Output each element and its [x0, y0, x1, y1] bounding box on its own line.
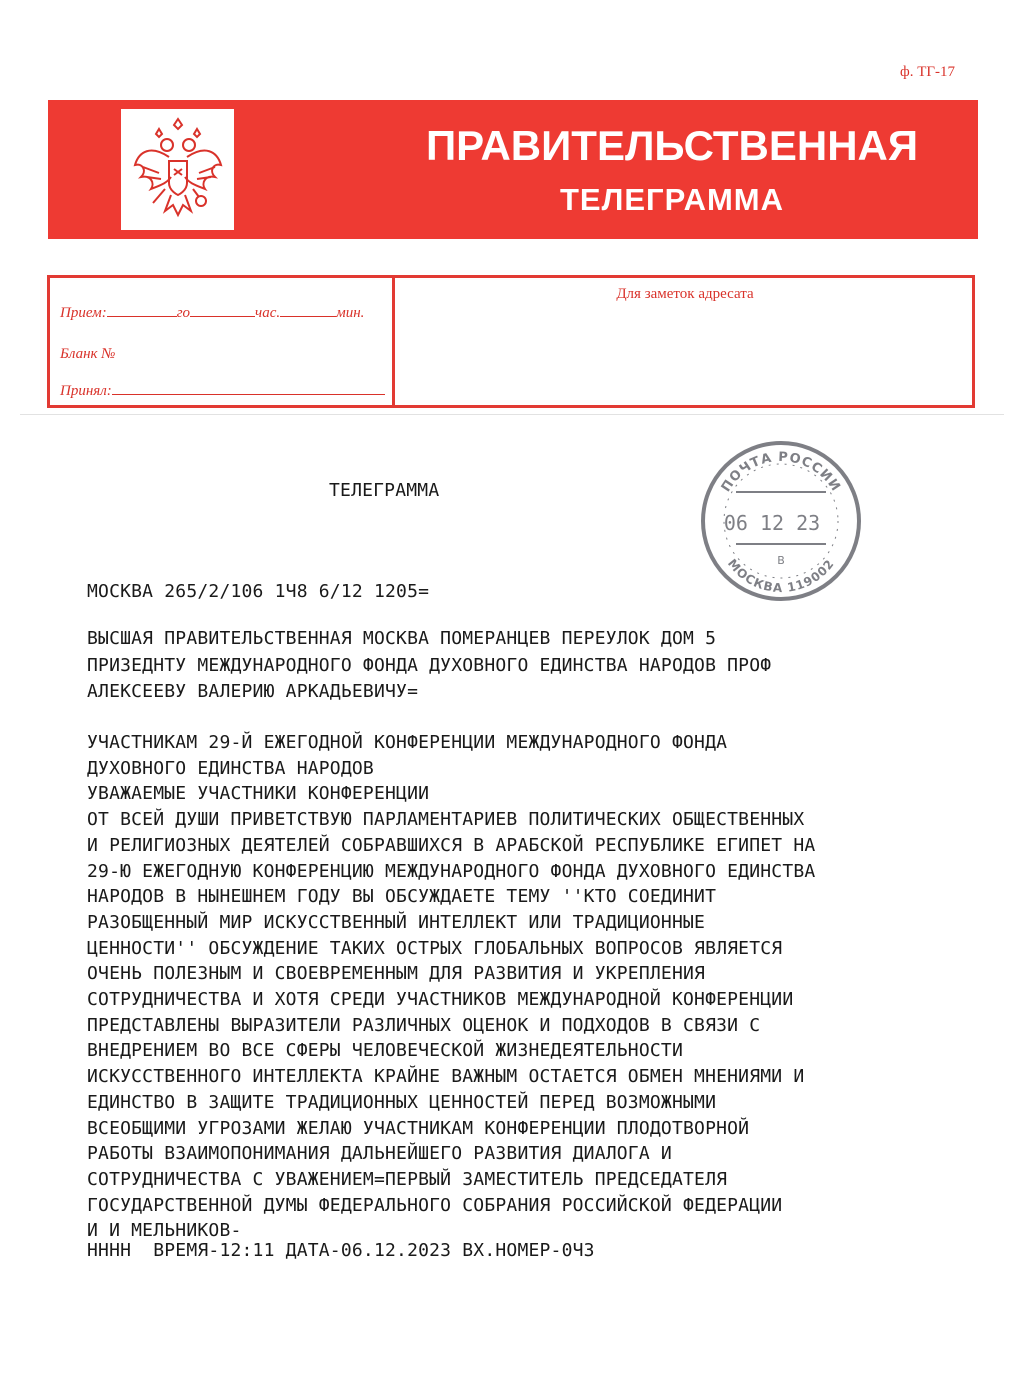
stamp-bottom-text: МОСКВА 119002 [724, 556, 838, 596]
body-line: ВСЕОБЩИМИ УГРОЗАМИ ЖЕЛАЮ УЧАСТНИКАМ КОНФЕРЕНЦИИ ПЛОДОТВОРНОЙ [87, 1117, 750, 1139]
received-label: Прием: [60, 305, 107, 321]
body-line: И И МЕЛЬНИКОВ- [87, 1220, 242, 1242]
hours-blank [280, 304, 336, 317]
body-line: ОЧЕНЬ ПОЛЕЗНЫМ И СВОЕВРЕМЕННЫМ ДЛЯ РАЗВИТИЯ И УКРЕПЛЕНИЯ [87, 963, 706, 985]
stamp-date: 06 12 23 [723, 511, 821, 535]
hours-label: час. [255, 305, 281, 321]
notes-label: Для заметок адресата [616, 286, 754, 302]
body-line: НАРОДОВ В НЫНЕШНЕМ ГОДУ ВЫ ОБСУЖДАЕТЕ ТЕМУ ''КТО СОЕДИНИТ [87, 886, 717, 908]
blank-label: Бланк № [60, 346, 116, 362]
tear-line [20, 414, 1004, 419]
body-line: ИСКУССТВЕННОГО ИНТЕЛЛЕКТА КРАЙНЕ ВАЖНЫМ ОСТАЕТСЯ ОБМЕН МНЕНИЯМИ И [87, 1066, 805, 1088]
form-code: ф. ТГ-17 [900, 64, 956, 80]
telegram-footer: НННН ВРЕМЯ-12:11 ДАТА-06.12.2023 ВХ.НОМЕР-0Ч3 [87, 1240, 595, 1261]
body-line: РАЗОБЩЕННЫЙ МИР ИСКУССТВЕННЫЙ ИНТЕЛЛЕКТ ИЛИ ТРАДИЦИОННЫЕ [87, 911, 706, 933]
stamp-letter: В [777, 554, 785, 567]
accepted-row [60, 382, 385, 400]
body-line: СОТРУДНИЧЕСТВА С УВАЖЕНИЕМ=ПЕРВЫЙ ЗАМЕСТИТЕЛЬ ПРЕДСЕДАТЕЛЯ [87, 1168, 728, 1190]
address-line: АЛЕКСЕЕВУ ВАЛЕРИЮ АРКАДЬЕВИЧУ= [87, 681, 419, 702]
stamp-top-text: ПОЧТА РОССИИ [718, 449, 844, 495]
body-line: УЧАСТНИКАМ 29-Й ЕЖЕГОДНОЙ КОНФЕРЕНЦИИ МЕЖДУНАРОДНОГО ФОНДА [87, 732, 728, 753]
body-line: И РЕЛИГИОЗНЫХ ДЕЯТЕЛЕЙ СОБРАВШИХСЯ В АРАБСКОЙ РЕСПУБЛИКЕ ЕГИПЕТ НА [87, 834, 816, 856]
russian-coat-of-arms-icon [129, 115, 227, 223]
body-line: ПРЕДСТАВЛЕНЫ ВЫРАЗИТЕЛИ РАЗЛИЧНЫХ ОЦЕНОК И ПОДХОДОВ В СВЯЗИ С [87, 1014, 761, 1036]
go-blank [190, 304, 255, 317]
received-row [60, 304, 364, 322]
body-line: ДУХОВНОГО ЕДИНСТВА НАРОДОВ [87, 757, 374, 779]
body-line: ЦЕННОСТИ'' ОБСУЖДЕНИЕ ТАКИХ ОСТРЫХ ГЛОБАЛЬНЫХ ВОПРОСОВ ЯВЛЯЕТСЯ [87, 937, 783, 959]
body-line: РАБОТЫ ВЗАИМОПОНИМАНИЯ ДАЛЬНЕЙШЕГО РАЗВИТИЯ ДИАЛОГА И [87, 1143, 672, 1165]
postmark-stamp [692, 432, 870, 610]
body-line: ОТ ВСЕЙ ДУШИ ПРИВЕТСТВУЮ ПАРЛАМЕНТАРИЕВ ПОЛИТИЧЕСКИХ ОБЩЕСТВЕННЫХ [87, 809, 805, 831]
telegram-heading: ТЕЛЕГРАММА [329, 480, 440, 501]
banner-title: ПРАВИТЕЛЬСТВЕННАЯ [425, 122, 919, 169]
reception-fields [50, 278, 395, 405]
address-line: ВЫСШАЯ ПРАВИТЕЛЬСТВЕННАЯ МОСКВА ПОМЕРАНЦЕВ ПЕРЕУЛОК ДОМ 5 [87, 628, 717, 649]
accepted-blank [112, 382, 385, 395]
go-label: го [176, 305, 191, 321]
accepted-label: Принял: [60, 383, 112, 399]
reception-form [47, 275, 975, 408]
body-line: ВНЕДРЕНИЕМ ВО ВСЕ СФЕРЫ ЧЕЛОВЕЧЕСКОЙ ЖИЗНЕДЕЯТЕЛЬНОСТИ [87, 1040, 683, 1062]
telegram-routing: МОСКВА 265/2/106 1Ч8 6/12 1205= [87, 581, 430, 602]
emblem-frame [121, 109, 234, 230]
header-banner [48, 100, 978, 239]
blank-row [60, 346, 115, 363]
body-line: ГОСУДАРСТВЕННОЙ ДУМЫ ФЕДЕРАЛЬНОГО СОБРАНИЯ РОССИЙСКОЙ ФЕДЕРАЦИИ [87, 1194, 783, 1216]
minutes-label: мин. [336, 305, 365, 321]
address-line: ПРИЗЕДНТУ МЕЖДУНАРОДНОГО ФОНДА ДУХОВНОГО ЕДИНСТВА НАРОДОВ ПРОФ [87, 654, 772, 676]
body-line: ЕДИНСТВО В ЗАЩИТЕ ТРАДИЦИОННЫХ ЦЕННОСТЕЙ ПЕРЕД ВОЗМОЖНЫМИ [87, 1091, 717, 1113]
body-line: СОТРУДНИЧЕСТВА И ХОТЯ СРЕДИ УЧАСТНИКОВ МЕЖДУНАРОДНОЙ КОНФЕРЕНЦИИ [87, 989, 794, 1010]
banner-subtitle: ТЕЛЕГРАММА [560, 182, 784, 217]
body-line: УВАЖАЕМЫЕ УЧАСТНИКИ КОНФЕРЕНЦИИ [87, 783, 430, 805]
received-blank [107, 304, 177, 317]
body-line: 29-Ю ЕЖЕГОДНУЮ КОНФЕРЕНЦИЮ МЕЖДУНАРОДНОГО ФОНДА ДУХОВНОГО ЕДИНСТВА [87, 860, 816, 882]
